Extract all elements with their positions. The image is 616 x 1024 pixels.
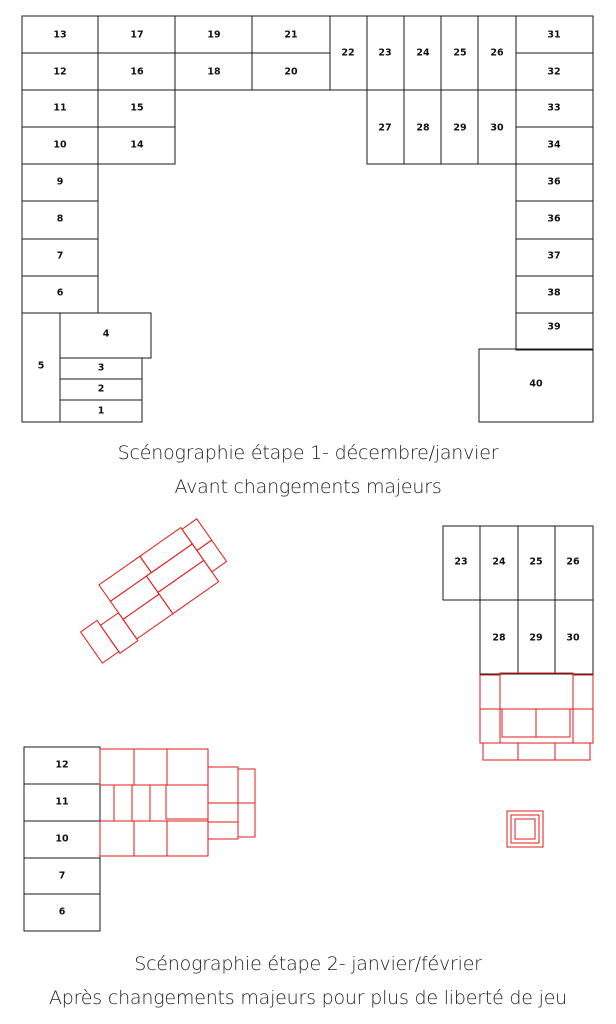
- stage2-right-block: [443, 526, 593, 674]
- stage1-cell-label: 5: [37, 360, 45, 372]
- stage1-cell-label: 13: [53, 29, 67, 41]
- stage1-cell-label: 21: [284, 29, 298, 41]
- stage2-cell-label: 7: [58, 870, 66, 882]
- stage1-cell-label: 14: [130, 139, 144, 151]
- stage2-caption-line2: Après changements majeurs pour plus de liberté de jeu: [48, 987, 568, 1009]
- stage1-cell-label: 33: [547, 102, 561, 114]
- stage1-cell-label: 36: [547, 176, 561, 188]
- stage2-cell-label: 29: [529, 632, 543, 644]
- stage2-concentric-squares: [507, 811, 543, 847]
- stage2-cell-label: 26: [566, 556, 580, 568]
- stage1-cell-label: 24: [416, 47, 430, 59]
- stage2-left-red-group: [100, 749, 255, 856]
- stage1-cell-label: 29: [453, 122, 467, 134]
- stage2-right-red-group: [480, 673, 593, 760]
- stage2-cell-label: 12: [55, 759, 69, 771]
- stage1-cell-label: 19: [207, 29, 221, 41]
- stage1-cell-label: 11: [53, 102, 67, 114]
- stage1-cell-label: 26: [490, 47, 504, 59]
- stage2-cell-label: 28: [492, 632, 506, 644]
- stage1-cell-label: 18: [207, 66, 221, 78]
- stage2-cell-label: 30: [566, 632, 580, 644]
- stage1-plan: [22, 16, 593, 422]
- stage1-cell-label: 2: [97, 383, 105, 395]
- stage1-cell-label: 15: [130, 102, 144, 114]
- stage1-cell-label: 16: [130, 66, 144, 78]
- stage1-cell-label: 12: [53, 66, 67, 78]
- stage1-cell-label: 3: [97, 362, 105, 374]
- stage2-cell-label: 23: [454, 556, 468, 568]
- stage1-cell-label: 27: [378, 122, 392, 134]
- stage2-cell-label: 24: [492, 556, 506, 568]
- stage1-cell-label: 39: [547, 321, 561, 333]
- stage1-cell-label: 31: [547, 29, 561, 41]
- stage1-cell-label: 40: [529, 378, 543, 390]
- stage2-cell-label: 25: [529, 556, 543, 568]
- stage2-left-block: [24, 747, 100, 931]
- stage1-cell-label: 4: [102, 328, 110, 340]
- stage1-cell-label: 36: [547, 213, 561, 225]
- stage1-cell-label: 25: [453, 47, 467, 59]
- stage1-cell-label: 37: [547, 250, 561, 262]
- stage1-cell-label: 17: [130, 29, 144, 41]
- stage2-rotated-red-group: [65, 517, 235, 664]
- stage1-cell-label: 28: [416, 122, 430, 134]
- stage1-cell-label: 38: [547, 287, 561, 299]
- stage2-cell-label: 11: [55, 796, 69, 808]
- stage2-caption-line1: Scénographie étape 2- janvier/février: [134, 953, 482, 975]
- stage1-cell-label: 30: [490, 122, 504, 134]
- stage1-cell-label: 8: [56, 213, 64, 225]
- stage1-cell-label: 20: [284, 66, 298, 78]
- stage1-caption-line1: Scénographie étape 1- décembre/janvier: [117, 442, 499, 464]
- stage1-cell-label: 10: [53, 139, 67, 151]
- stage1-cell-label: 22: [341, 47, 355, 59]
- stage1-cell-label: 7: [56, 250, 64, 262]
- stage2-cell-label: 10: [55, 833, 69, 845]
- stage2-cell-label: 6: [58, 906, 66, 918]
- stage1-cell-label: 6: [56, 287, 64, 299]
- stage1-cell-label: 23: [378, 47, 392, 59]
- stage1-caption-line2: Avant changements majeurs: [174, 476, 442, 498]
- stage1-cell-label: 1: [97, 405, 105, 417]
- stage1-cell-label: 32: [547, 66, 561, 78]
- stage1-cell-label: 34: [547, 139, 561, 151]
- stage1-cell-label: 9: [56, 176, 64, 188]
